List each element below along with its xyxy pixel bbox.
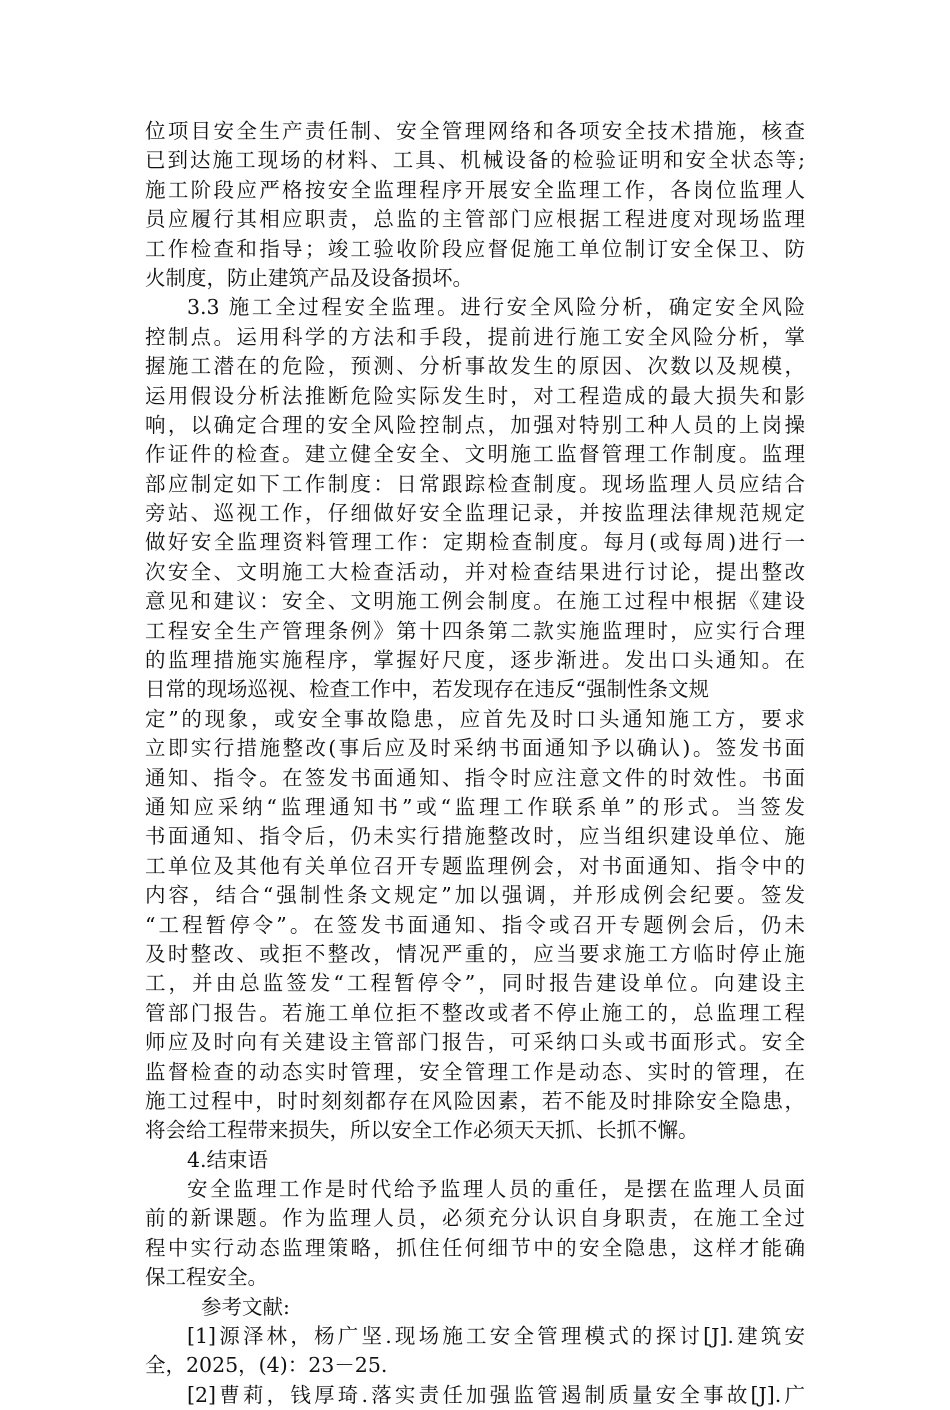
text-line: 3.3 施工全过程安全监理。进行安全风险分析，确定安全风险 [187,295,805,320]
text-line: 施工过程中，时时刻刻都存在风险因素，若不能及时排除安全隐患， [145,1088,805,1113]
text-line: 已到达施工现场的材料、工具、机械设备的检验证明和安全状态等; [145,148,805,173]
text-line: 前的新课题。作为监理人员，必须充分认识自身职责，在施工全过 [145,1206,805,1231]
text-line: 旁站、巡视工作，仔细做好安全监理记录，并按监理法律规范规定 [145,501,805,526]
text-line: 通知、指令。在签发书面通知、指令时应注意文件的时效性。书面 [145,765,805,790]
text-line: 次安全、文明施工大检查活动，并对检查结果进行讨论，提出整改 [145,559,805,584]
text-line: 作证件的检查。建立健全安全、文明施工监督管理工作制度。监理 [145,442,805,467]
text-line: 全，2025，(4)：23－25. [145,1353,388,1378]
text-line: 监督检查的动态实时管理，安全管理工作是动态、实时的管理，在 [145,1059,805,1084]
text-line: 做好安全监理资料管理工作：定期检查制度。每月(或每周)进行一 [145,530,805,555]
text-line: 意见和建议：安全、文明施工例会制度。在施工过程中根据《建设 [145,589,805,614]
text-line: 控制点。运用科学的方法和手段，提前进行施工安全风险分析，掌 [145,324,805,349]
text-line: 保工程安全。 [145,1265,268,1290]
text-line: 参考文献: [201,1294,290,1319]
text-line: 员应履行其相应职责，总监的主管部门应根据工程进度对现场监理 [145,207,805,232]
text-line: 工，并由总监签发“工程暂停令”，同时报告建设单位。向建设主 [145,971,805,996]
text-line: 定”的现象，或安全事故隐患，应首先及时口头通知施工方，要求 [145,706,805,731]
text-line: 通知应采纳“监理通知书”或“监理工作联系单”的形式。当签发 [145,794,805,819]
text-line: 书面通知、指令后，仍未实行措施整改时，应当组织建设单位、施 [145,824,805,849]
text-line: 安全监理工作是时代给予监理人员的重任，是摆在监理人员面 [187,1177,805,1202]
text-line: 部应制定如下工作制度：日常跟踪检查制度。现场监理人员应结合 [145,471,805,496]
text-line: 位项目安全生产责任制、安全管理网络和各项安全技术措施，核查 [145,119,805,143]
text-line: “工程暂停令”。在签发书面通知、指令或召开专题例会后，仍未 [145,912,805,937]
text-line: 的监理措施实施程序，掌握好尺度，逐步渐进。发出口头通知。在 [145,648,805,673]
text-line: 及时整改、或拒不整改，情况严重的，应当要求施工方临时停止施 [145,941,805,966]
text-line: 4.结束语 [187,1147,269,1172]
text-line: 管部门报告。若施工单位拒不整改或者不停止施工的，总监理工程 [145,1000,805,1025]
text-line: [1]源泽林，杨广坚.现场施工安全管理模式的探讨[J].建筑安 [187,1324,805,1349]
text-line: 工单位及其他有关单位召开专题监理例会，对书面通知、指令中的 [145,853,805,878]
text-line: 程中实行动态监理策略，抓住任何细节中的安全隐患，这样才能确 [145,1235,805,1260]
text-line: 内容，结合“强制性条文规定”加以强调，并形成例会纪要。签发 [145,883,805,908]
text-line: 工作检查和指导；竣工验收阶段应督促施工单位制订安全保卫、防 [145,236,805,261]
text-line: 握施工潜在的危险，预测、分析事故发生的原因、次数以及规模， [145,354,805,379]
text-line: 工程安全生产管理条例》第十四条第二款实施监理时，应实行合理 [145,618,805,643]
text-line: 师应及时向有关建设主管部门报告，可采纳口头或书面形式。安全 [145,1030,805,1055]
text-line: 将会给工程带来损失，所以安全工作必须天天抓、长抓不懈。 [145,1118,699,1143]
document-body [145,117,805,1410]
text-line: 日常的现场巡视、检查工作中，若发现存在违反“强制性条文规 [145,677,709,702]
text-line: 立即实行措施整改(事后应及时采纳书面通知予以确认)。签发书面 [145,736,805,761]
text-line: 施工阶段应严格按安全监理程序开展安全监理工作，各岗位监理人 [145,177,805,202]
text-line: 响，以确定合理的安全风险控制点，加强对特别工种人员的上岗操 [145,412,805,437]
text-line: 运用假设分析法推断危险实际发生时，对工程造成的最大损失和影 [145,383,805,408]
text-line: [2]曹莉，钱厚琦.落实责任加强监管遏制质量安全事故[J].广 [187,1382,805,1407]
text-line: 火制度，防止建筑产品及设备损坏。 [145,265,473,290]
